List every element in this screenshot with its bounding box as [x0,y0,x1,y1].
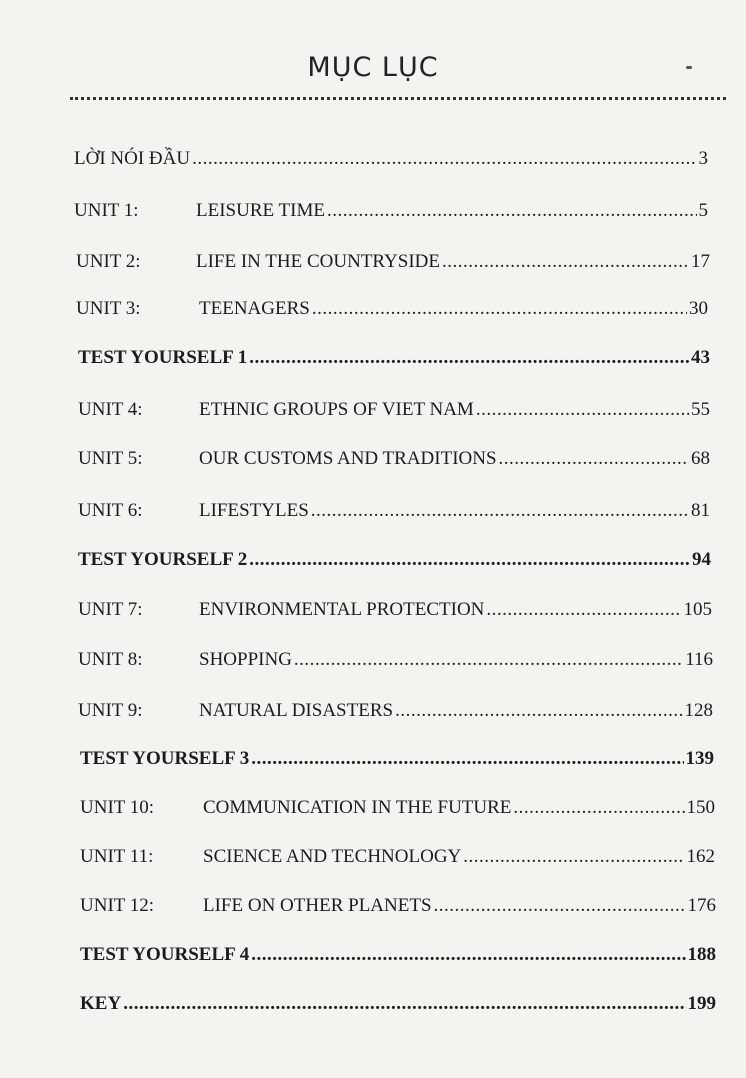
toc-dot-leader [312,298,687,320]
toc-entry-page: 139 [685,748,714,769]
toc-entry-page: 162 [686,846,715,867]
toc-entry-unit: KEY [80,993,122,1014]
toc-entry-page: 176 [687,895,716,916]
toc-dot-leader [192,148,696,170]
toc-entry [78,649,713,671]
toc-entry-title: LIFE IN THE COUNTRYSIDE [196,251,441,272]
toc-dot-leader [434,895,686,917]
toc-entry-page: 5 [698,200,708,221]
toc-entry-page: 55 [691,399,710,420]
toc-entry-page: 105 [683,599,712,620]
toc-entry-page: 199 [687,993,716,1014]
toc-entry [74,200,708,222]
toc-dot-leader [442,251,689,273]
toc-entry-unit: UNIT 6: [78,500,143,521]
toc-entry [78,448,710,470]
toc-entry-page: 188 [687,944,716,965]
toc-entry-title: ENVIRONMENTAL PROTECTION [199,599,485,620]
toc-entry-title: LEISURE TIME [196,200,325,221]
toc-entry [78,700,713,722]
page-title: MỤC LỤC [307,52,439,83]
toc-entry [78,347,710,369]
toc-entry-unit: TEST YOURSELF 1 [78,347,248,368]
toc-entry-unit: TEST YOURSELF 2 [78,549,248,570]
toc-dot-leader [251,748,683,770]
toc-entry-unit: UNIT 10: [80,797,155,818]
toc-entry-page: 94 [692,549,711,570]
toc-entry [80,748,714,770]
toc-dot-leader [249,549,690,571]
toc-entry-unit: UNIT 4: [78,399,143,420]
toc-entry [78,399,710,421]
toc-entry-title: NATURAL DISASTERS [199,700,394,721]
toc-entry-title: SHOPPING [199,649,292,670]
toc-entry-page: 116 [685,649,713,670]
toc-entry [78,549,711,571]
toc-entry [80,895,716,917]
toc-entry-title: LIFE ON OTHER PLANETS [203,895,432,916]
toc-dot-leader [311,500,689,522]
toc-entry-unit: TEST YOURSELF 3 [80,748,250,769]
toc-dot-leader [294,649,683,671]
toc-entry-page: 68 [691,448,710,469]
toc-entry [80,944,716,966]
toc-entry-unit: UNIT 1: [74,200,139,221]
toc-dot-leader [123,993,685,1015]
toc-entry [80,797,715,819]
toc-entry [78,599,712,621]
toc-entry-unit: UNIT 9: [78,700,143,721]
toc-entry-title: COMMUNICATION IN THE FUTURE [203,797,512,818]
toc-entry-unit: UNIT 2: [76,251,141,272]
toc-entry-unit: UNIT 12: [80,895,155,916]
toc-entry-unit: UNIT 11: [80,846,154,867]
toc-entry-unit: TEST YOURSELF 4 [80,944,250,965]
toc-entry-page: 30 [689,298,708,319]
toc-dot-leader [476,399,689,421]
toc-entry-page: 150 [686,797,715,818]
toc-entry-page: 128 [684,700,713,721]
toc-dot-leader [395,700,682,722]
toc-dot-leader [486,599,681,621]
toc-entry-title: TEENAGERS [199,298,310,319]
toc-dot-leader [463,846,684,868]
toc-entry-unit: LỜI NÓI ĐẦU [74,148,191,169]
toc-entry-unit: UNIT 3: [76,298,141,319]
toc-entry [76,251,710,273]
toc-dot-leader [327,200,697,222]
toc-entry-unit: UNIT 8: [78,649,143,670]
toc-entry [74,148,708,170]
toc-entry-title: LIFESTYLES [199,500,309,521]
toc-entry-title: ETHNIC GROUPS OF VIET NAM [199,399,474,420]
toc-entry [76,298,708,320]
toc-entry [80,993,716,1015]
print-speck [686,66,692,69]
toc-entry-page: 17 [691,251,710,272]
toc-entry [78,500,710,522]
toc-entry-title: OUR CUSTOMS AND TRADITIONS [199,448,497,469]
toc-entry-unit: UNIT 7: [78,599,143,620]
toc-entry-page: 3 [698,148,708,169]
toc-entry-page: 81 [691,500,710,521]
toc-dot-leader [251,944,685,966]
toc-entry-title: SCIENCE AND TECHNOLOGY [203,846,462,867]
toc-dot-leader [499,448,689,470]
toc-entry-unit: UNIT 5: [78,448,143,469]
title-dotted-rule [70,97,726,100]
toc-entry [80,846,715,868]
toc-dot-leader [249,347,689,369]
toc-dot-leader [513,797,684,819]
toc-entry-page: 43 [691,347,710,368]
